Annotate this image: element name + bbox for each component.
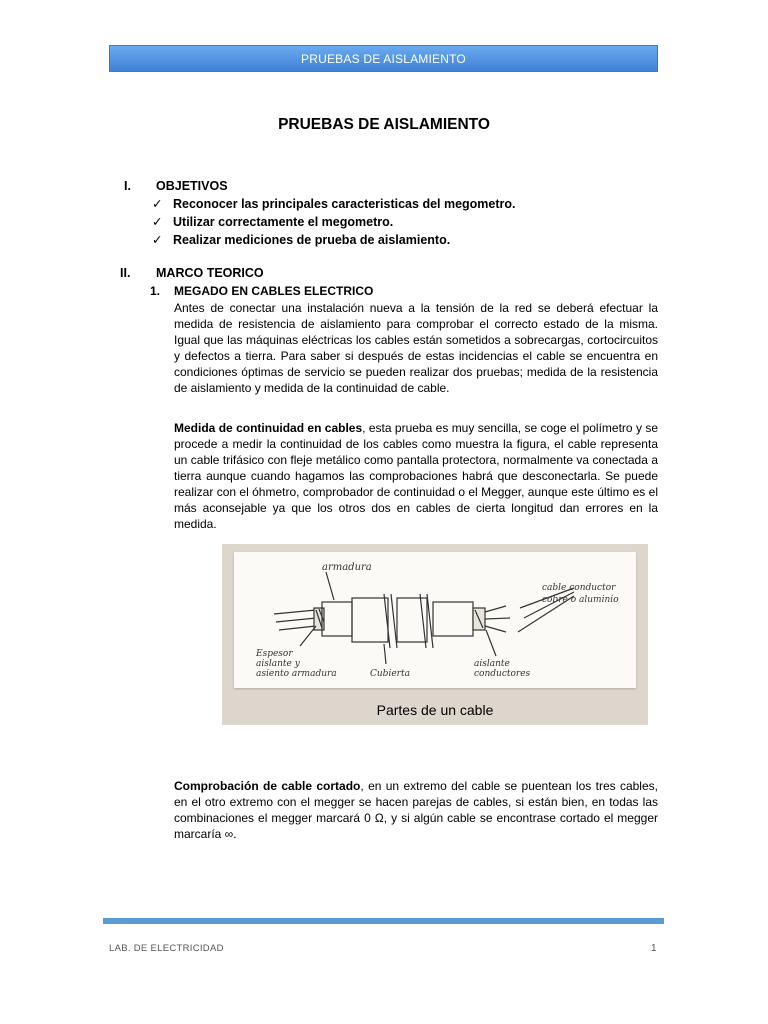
section-heading: MARCO TEORICO: [156, 266, 264, 280]
checkmark-icon: ✓: [152, 215, 163, 229]
label-cable-conductor: cable conductor: [542, 583, 616, 593]
objective-item: ✓ Utilizar correctamente el megometro.: [152, 215, 394, 229]
paragraph-intro: Antes de conectar una instalación nueva a la tensión de la red se deberá efectuar la medida de resistencia de aislamiento para comprobar el correcto estado de la misma. Igual que las máquinas eléctricas los cables están sometidos a sobrecargas, cortocircuitos y defectos a tierra. Para saber si después de estas incidencias el cable se encuentra en condiciones óptimas de servicio se pueden realizar dos pruebas; medida de la resistencia de aislamiento y medida de la continuidad de cable.: [174, 301, 658, 395]
cable-drawing: [234, 552, 636, 688]
figure-caption: Partes de un cable: [376, 702, 494, 718]
bold-term: Medida de continuidad en cables: [174, 421, 363, 435]
label-aislante: aislante: [474, 659, 510, 669]
label-cobre-aluminio: cobre o aluminio: [542, 595, 619, 605]
checkmark-icon: ✓: [152, 233, 163, 247]
label-aislante-y: aislante y: [256, 659, 300, 669]
objective-item: ✓ Reconocer las principales caracteristicas del megometro.: [152, 197, 516, 211]
label-espesor: Espesor: [256, 649, 293, 659]
paragraph-continuidad: Medida de continuidad en cables, esta prueba es muy sencilla, se coge el polímetro y se procede a medir la continuidad de los cables como muestra la figura, el cable representa un cable trifásico con fleje metálico como pantalla protectora, normalmente va conectada a tierra aunque cuando hagamos las comprobaciones habrá que desconectarla. Se puede realizar con el óhmetro, comprobador de continuidad o el Megger, aunque este último es el más aconsejable ya que los otros dos en cables de cierta longitud dan errores en la medida.: [174, 421, 658, 531]
label-asiento-armadura: asiento armadura: [256, 669, 337, 679]
footer-rule: [103, 918, 664, 924]
section-number: I.: [124, 179, 131, 193]
page-number: 1: [651, 943, 657, 954]
footer-lab-name: LAB. DE ELECTRICIDAD: [109, 943, 224, 954]
checkmark-icon: ✓: [152, 197, 163, 211]
running-header-title: PRUEBAS DE AISLAMIENTO: [301, 52, 466, 66]
section-number: II.: [120, 266, 131, 280]
paragraph-cable-cortado: Comprobación de cable cortado, en un extremo del cable se puentean los tres cables, en el otro extremo con el megger se hacen parejas de cables, si están bien, en todas las combinaciones el megger marcará 0 Ω, y si algún cable se encontrase cortado el megger marcaría ∞.: [174, 779, 658, 841]
cable-figure: [222, 544, 648, 725]
subsection-heading: 1. MEGADO EN CABLES ELECTRICO: [150, 284, 374, 298]
label-conductores: conductores: [474, 669, 531, 679]
section-heading: OBJETIVOS: [156, 179, 228, 193]
label-cubierta: Cubierta: [370, 669, 410, 679]
cable-sketch: [234, 552, 636, 688]
bold-term: Comprobación de cable cortado: [174, 779, 361, 793]
objective-item: ✓ Realizar mediciones de prueba de aislamiento.: [152, 233, 451, 247]
running-header: [109, 45, 658, 72]
label-armadura: armadura: [322, 562, 372, 573]
document-title: PRUEBAS DE AISLAMIENTO: [278, 116, 490, 133]
